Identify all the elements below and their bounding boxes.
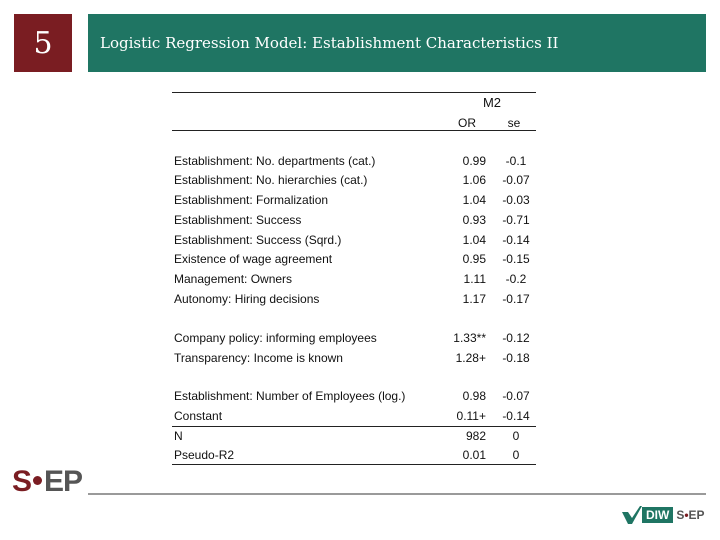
soep-logo-ep: EP [44, 465, 83, 498]
table-top-rule [172, 92, 536, 93]
diw-soep-dot-icon: • [684, 508, 689, 522]
row-label: Transparency: Income is known [174, 351, 343, 365]
row-odds-ratio: 0.93 [462, 213, 486, 227]
row-label: N [174, 429, 183, 443]
row-odds-ratio: 0.99 [462, 154, 486, 168]
row-std-error: -0.12 [502, 331, 530, 345]
row-label: Pseudo-R2 [174, 448, 235, 462]
table-row [172, 331, 536, 350]
row-odds-ratio: 1.11 [463, 272, 486, 286]
diw-soep-text [676, 508, 704, 522]
soep-logo-dot-icon [33, 476, 42, 485]
soep-logo-s: S [12, 465, 32, 498]
slide-number: 5 [14, 14, 72, 72]
row-std-error: -0.07 [502, 389, 530, 403]
row-std-error: -0.07 [502, 173, 530, 187]
diw-logo-text: DIW [642, 507, 673, 523]
table-row [172, 351, 536, 370]
table-row [172, 429, 536, 448]
row-odds-ratio: 1.04 [462, 193, 486, 207]
se-column-header: se [507, 116, 521, 130]
row-label: Establishment: Number of Employees (log.) [174, 389, 406, 403]
table-bottom-rule [172, 464, 536, 465]
row-std-error: -0.14 [502, 409, 530, 423]
table-row [172, 272, 536, 291]
row-std-error: -0.15 [502, 252, 530, 266]
table-row [172, 233, 536, 252]
row-odds-ratio: 1.06 [462, 173, 486, 187]
row-label: Establishment: No. departments (cat.) [174, 154, 376, 168]
row-std-error: 0 [512, 448, 520, 462]
row-std-error: -0.03 [502, 193, 530, 207]
row-label: Autonomy: Hiring decisions [174, 292, 320, 306]
model-header: M2 [482, 95, 502, 110]
row-odds-ratio: 982 [465, 429, 486, 443]
row-odds-ratio: 1.33** [453, 331, 486, 345]
diw-checkmark-icon [622, 506, 642, 524]
row-std-error: -0.17 [502, 292, 530, 306]
row-label: Constant [174, 409, 223, 423]
slide-title-text: Logistic Regression Model: Establishment Characteristics II [100, 34, 559, 52]
table-row [172, 154, 536, 173]
row-odds-ratio: 1.28+ [455, 351, 486, 365]
diw-soep-s: S [676, 508, 685, 522]
row-odds-ratio: 0.11+ [456, 409, 486, 423]
diw-soep-ep: EP [688, 508, 705, 522]
row-std-error: -0.2 [505, 272, 527, 286]
row-label: Company policy: informing employees [174, 331, 377, 345]
row-label: Existence of wage agreement [174, 252, 333, 266]
row-std-error: -0.14 [502, 233, 530, 247]
row-std-error: -0.1 [505, 154, 527, 168]
row-std-error: -0.18 [502, 351, 530, 365]
row-label: Establishment: Formalization [174, 193, 329, 207]
table-row [172, 193, 536, 212]
table-row [172, 292, 536, 311]
soep-logo [12, 465, 82, 499]
table-row [172, 252, 536, 271]
diw-soep-logo [622, 506, 705, 524]
row-odds-ratio: 0.01 [462, 448, 486, 462]
footer-rule [88, 493, 706, 495]
row-std-error: 0 [512, 429, 520, 443]
table-header-rule [172, 130, 536, 131]
table-row [172, 389, 536, 408]
row-label: Establishment: Success [174, 213, 302, 227]
slide-title [88, 14, 706, 72]
row-label: Establishment: Success (Sqrd.) [174, 233, 342, 247]
row-label: Management: Owners [174, 272, 293, 286]
or-column-header: OR [458, 116, 476, 130]
row-odds-ratio: 0.95 [462, 252, 486, 266]
table-stats-rule [172, 426, 536, 427]
table-row [172, 213, 536, 232]
row-odds-ratio: 1.17 [462, 292, 486, 306]
row-label: Establishment: No. hierarchies (cat.) [174, 173, 368, 187]
row-std-error: -0.71 [502, 213, 530, 227]
table-row [172, 173, 536, 192]
row-odds-ratio: 0.98 [462, 389, 486, 403]
row-odds-ratio: 1.04 [462, 233, 486, 247]
